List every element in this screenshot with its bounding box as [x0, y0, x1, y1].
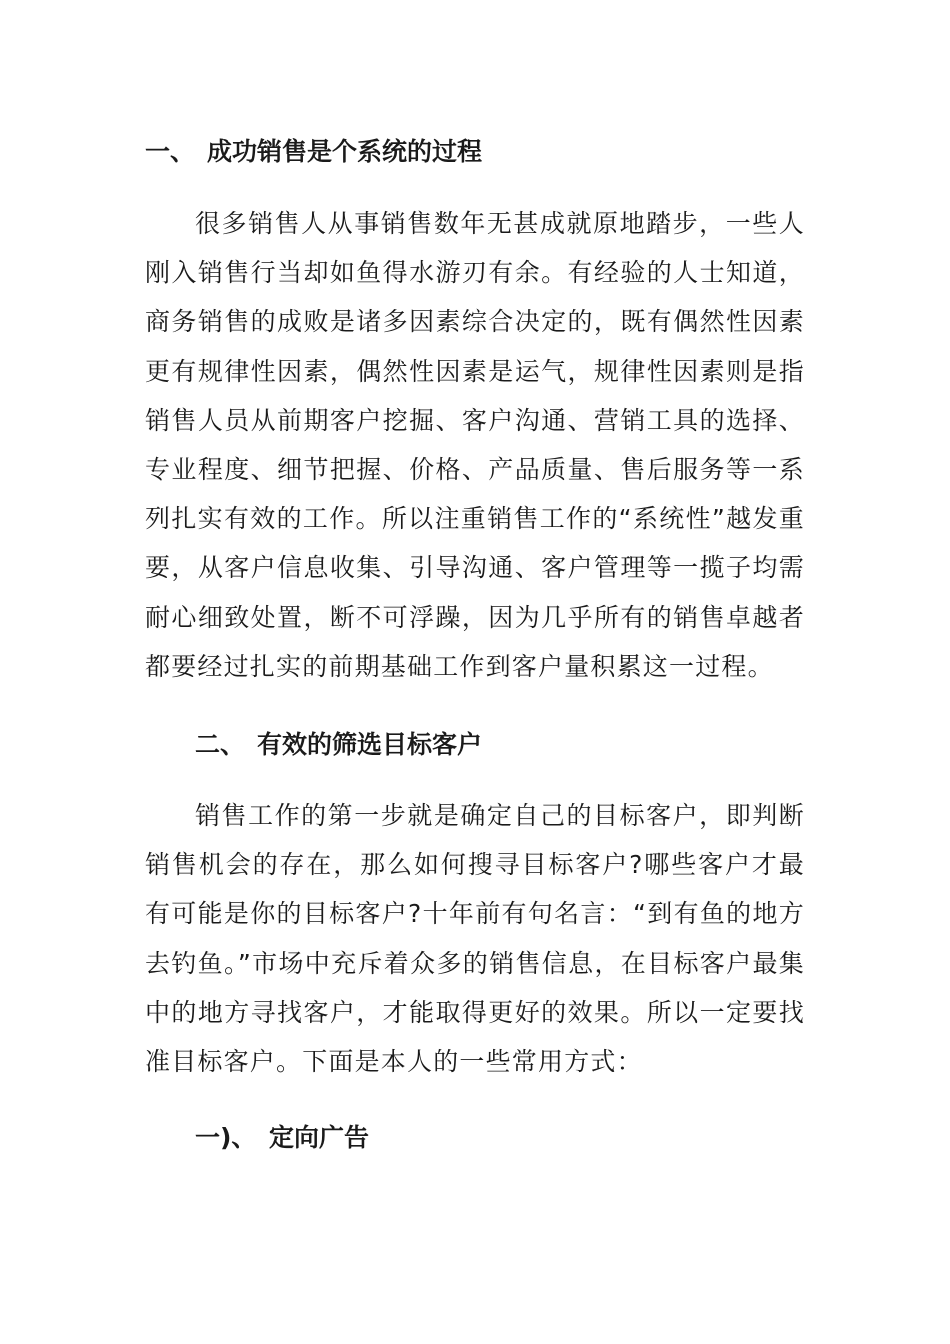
section-heading-2: [195, 730, 482, 760]
section-heading-1: [145, 137, 482, 167]
paragraph-1: 很多销售人从事销售数年无甚成就原地踏步，一些人刚入销售行当却如鱼得水游刃有余。有经验的人士知道，商务销售的成败是诸多因素综合决定的，既有偶然性因素更有规律性因素，偶然性因素是运气，规律性因素则是指销售人员从前期客户挖掘、客户沟通、营销工具的选择、专业程度、细节把握、价格、产品质量、售后服务等一系列扎实有效的工作。所以注重销售工作的“系统性”越发重要，从客户信息收集、引导沟通、客户管理等一揽子均需耐心细致处置，断不可浮躁，因为几乎所有的销售卓越者都要经过扎实的前期基础工作到客户量积累这一过程。: [145, 209, 805, 681]
section-number: 一)、: [195, 1123, 257, 1152]
section-number: 二、: [195, 730, 246, 759]
section-number: 一、: [145, 137, 196, 166]
paragraph-2: 销售工作的第一步就是确定自己的目标客户，即判断销售机会的存在，那么如何搜寻目标客户?哪些客户才最有可能是你的目标客户?十年前有句名言：“到有鱼的地方去钓鱼。”市场中充斥着众多的销售信息，在目标客户最集中的地方寻找客户，才能取得更好的效果。所以一定要找准目标客户。下面是本人的一些常用方式：: [145, 801, 805, 1077]
section-title: 定向广告: [269, 1123, 370, 1152]
section-title: 成功销售是个系统的过程: [207, 137, 483, 166]
section-title: 有效的筛选目标客户: [257, 730, 483, 759]
section-heading-3: [195, 1123, 369, 1153]
